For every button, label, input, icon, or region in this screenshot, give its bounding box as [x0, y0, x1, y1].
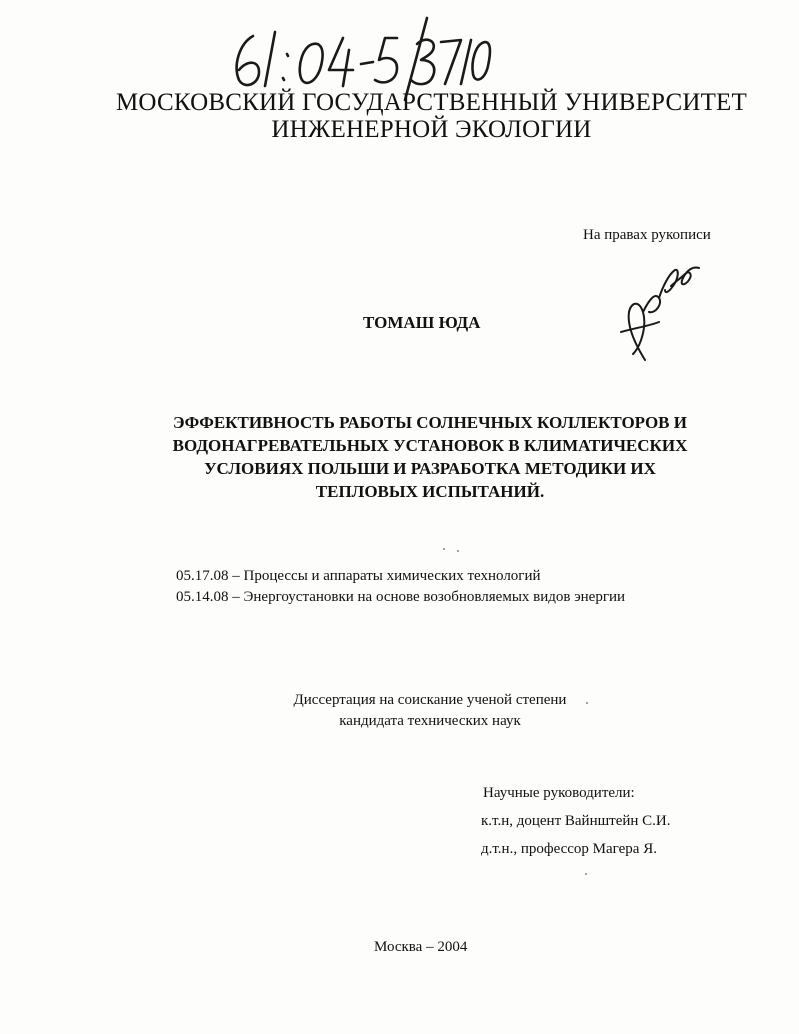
title-line: ВОДОНАГРЕВАТЕЛЬНЫХ УСТАНОВОК В КЛИМАТИЧЕСКИХ [172, 436, 688, 455]
title-line: УСЛОВИЯХ ПОЛЬШИ И РАЗРАБОТКА МЕТОДИКИ ИХ [204, 459, 656, 478]
author-name: ТОМАШ ЮДА [363, 313, 481, 332]
university-name-line-2: ИНЖЕНЕРНОЙ ЭКОЛОГИИ [271, 116, 592, 143]
supervisors-heading: Научные руководители: [483, 785, 635, 801]
scan-speck [586, 702, 588, 704]
scan-speck [585, 873, 587, 875]
university-name-line-1: МОСКОВСКИЙ ГОСУДАРСТВЕННЫЙ УНИВЕРСИТЕТ [116, 89, 747, 116]
specialty-item: 05.17.08 – Процессы и аппараты химических технологий [176, 568, 541, 584]
scan-speck [443, 548, 445, 550]
specialty-item: 05.14.08 – Энергоустановки на основе возобновляемых видов энергии [176, 589, 626, 605]
degree-statement-line-2: кандидата технических наук [339, 713, 521, 729]
title-line: ЭФФЕКТИВНОСТЬ РАБОТЫ СОЛНЕЧНЫХ КОЛЛЕКТОРОВ И [173, 413, 687, 432]
degree-statement-line-1: Диссертация на соискание ученой степени [293, 692, 567, 708]
dissertation-title [140, 411, 720, 503]
degree-statement [240, 690, 620, 732]
supervisor-item: к.т.н, доцент Вайнштейн С.И. [481, 813, 671, 829]
supervisor-item: д.т.н., профессор Магера Я. [481, 841, 657, 857]
specialty-codes [176, 566, 625, 608]
manuscript-rights-note: На правах рукописи [583, 227, 711, 243]
handwritten-signature [605, 256, 705, 368]
city-and-year: Москва – 2004 [374, 939, 468, 955]
title-line: ТЕПЛОВЫХ ИСПЫТАНИЙ. [315, 482, 545, 501]
scan-speck [457, 550, 459, 552]
signature-drawing [605, 256, 705, 368]
